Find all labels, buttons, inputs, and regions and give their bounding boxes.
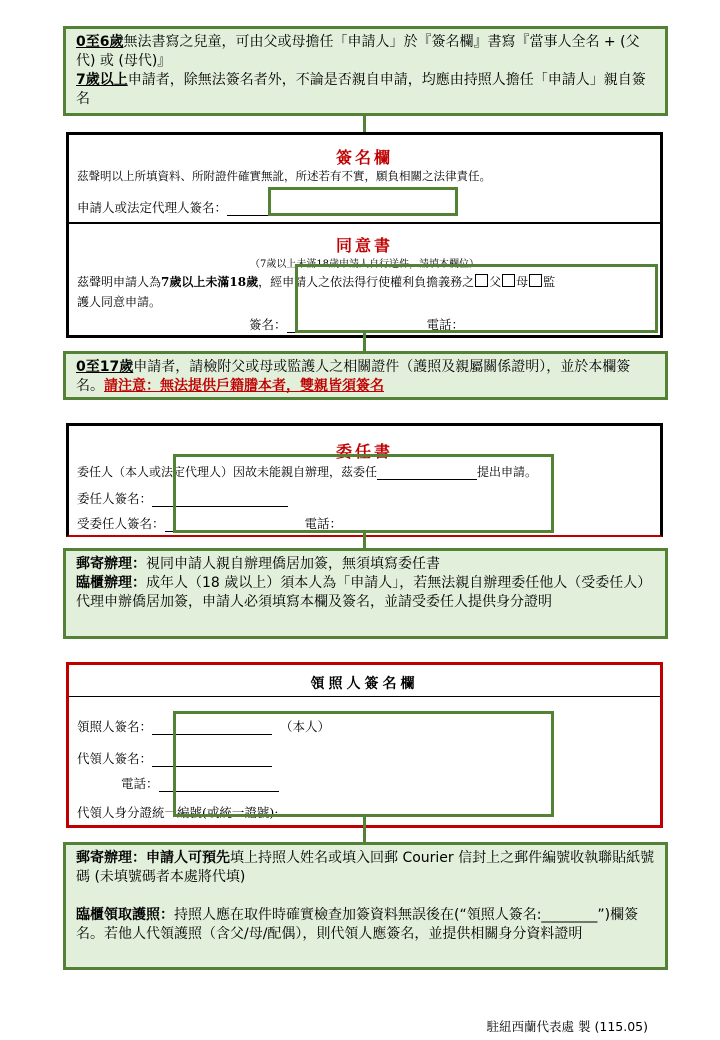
guardian-doc-text: 申請者，請檢附父或母或監護人之相關證件（護照及親屬關係證明），並於本欄簽名。	[76, 359, 631, 394]
proxy-text-a: 委任人（本人或法定代理人）因故未能親自辦理，茲委任	[77, 465, 378, 479]
counter-pickup-label: 臨櫃領取護照：	[76, 907, 174, 923]
signature-declaration: 茲聲明以上所填資料、所附證件確實無訛，所述若有不實，願負相關之法律責任。	[77, 169, 491, 183]
pickup-id-label: 代領人身分證統一編號(或統一證號):	[77, 805, 279, 820]
pickup-title: 領照人簽名欄	[310, 676, 419, 692]
holder-signature-label: 領照人簽名：	[77, 719, 153, 734]
consent-text-a: 茲聲明申請人為	[77, 275, 162, 289]
pickup-phone-label: 電話：	[121, 776, 159, 791]
note-proxy-instructions	[63, 548, 668, 639]
mail-text: 視同申請人親自辦理僑居加簽，無須填寫委任書	[146, 556, 440, 572]
counter-label: 臨櫃辦理：	[76, 575, 146, 591]
connector-4	[363, 816, 366, 844]
footer-credit: 駐紐西蘭代表處 製 (115.05)	[486, 1019, 648, 1034]
note-age-instructions	[63, 26, 668, 116]
consent-text-c: 護人同意申請。	[77, 295, 162, 309]
mail-label: 郵寄辦理：	[76, 556, 146, 572]
consent-title: 同意書	[335, 236, 393, 255]
age-7-label: 7歲以上	[76, 72, 128, 88]
note-guardian-documents	[63, 351, 668, 400]
consent-subtitle: （7歲以上未滿18歲申請人自行送件，請填本欄位）	[249, 259, 480, 270]
age-0-6-text: 無法書寫之兒童，可由父或母擔任「申請人」於『簽名欄』書寫『當事人全名 + (父代) 或 (母代)』	[76, 34, 640, 69]
mail-bold: 申請人可預先	[146, 850, 230, 866]
age-0-6-label: 0至6歲	[76, 34, 124, 50]
counter-pickup-text: 持照人應在取件時確實檢查加簽資料無誤後在(“領照人簽名:________”)欄簽名。若他人代領護照（含父/母/配偶），則代領人應簽名，並提供相關身分資料證明	[76, 907, 639, 942]
signature-title: 簽名欄	[335, 148, 393, 167]
mail-text-2: 填上持照人姓名或填入回郵 Courier 信封上之郵件編號收執聯貼紙號碼 (未填號碼者本處將代填)	[76, 850, 655, 885]
mail-label-2: 郵寄辦理：	[76, 850, 146, 866]
highlight-pickup	[173, 711, 554, 817]
connector-3	[363, 532, 366, 549]
guardian-label: 監	[543, 275, 556, 289]
consent-phone-label: 電話：	[426, 317, 465, 332]
proxy-text-b: 提出申請。	[477, 465, 538, 479]
proxy-title: 委任書	[335, 442, 393, 461]
age-0-17-label: 0至17歲	[76, 359, 134, 375]
applicant-signature-label: 申請人或法定代理人簽名：	[77, 200, 228, 215]
mother-label: 母	[516, 275, 529, 289]
note-pickup-instructions	[63, 842, 668, 970]
consent-text-b: ，經申請人之依法得行使權利負擔義務之	[258, 275, 475, 289]
pickup-agent-label: 代領人簽名：	[77, 751, 153, 766]
agent-phone-label: 電話：	[304, 516, 343, 531]
self-note: （本人）	[280, 719, 331, 734]
father-label: 父	[489, 275, 502, 289]
highlight-consent	[295, 264, 658, 333]
parents-warning: 請注意：無法提供戶籍謄本者，雙親皆須簽名	[104, 378, 384, 394]
highlight-signature	[268, 187, 458, 216]
consent-age: 7歲以上未滿18歲	[161, 275, 259, 289]
consent-sign-label: 簽名：	[249, 317, 287, 332]
highlight-proxy	[173, 454, 554, 533]
age-7-text: 申請者，除無法簽名者外，不論是否親自申請，均應由持照人擔任「申請人」親自簽名	[76, 72, 646, 107]
agent-signature-label: 受委任人簽名：	[77, 516, 165, 531]
principal-signature-label: 委任人簽名：	[77, 491, 153, 506]
counter-text: 成年人（18 歲以上）須本人為「申請人」，若無法親自辦理委任他人（受委任人）代理申辦僑居加簽，申請人必須填寫本欄及簽名，並請受委任人提供身分證明	[76, 575, 652, 610]
